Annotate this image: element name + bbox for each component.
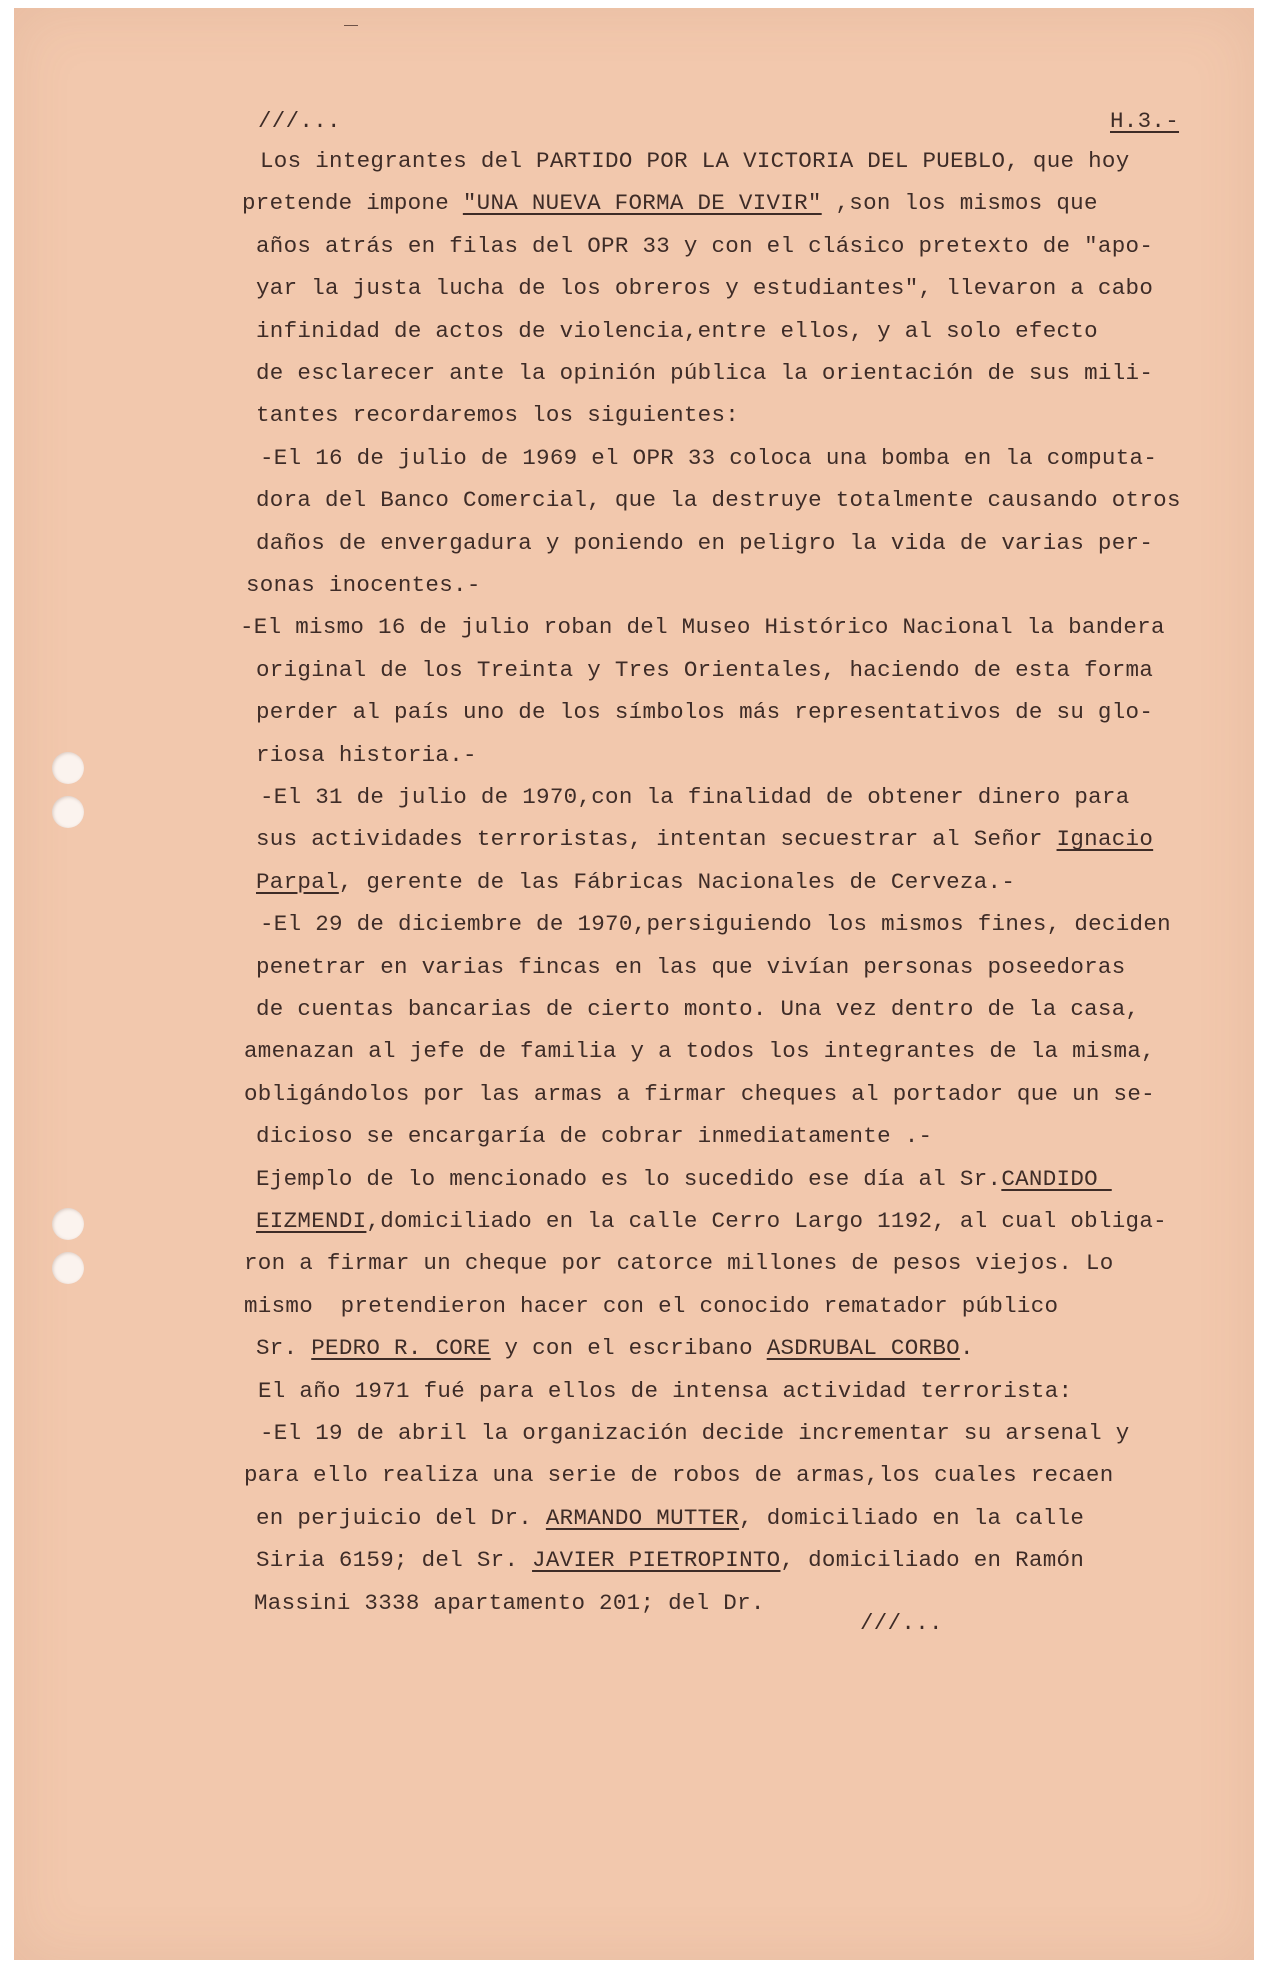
text-segment: en perjuicio del Dr. (256, 1504, 546, 1531)
header-continuation: ///... (258, 108, 341, 134)
body-line: amenazan al jefe de familia y a todos los integrantes de la misma, (244, 1038, 1155, 1065)
body-line: -El mismo 16 de julio roban del Museo Histórico Nacional la bandera (240, 614, 1165, 641)
underlined-text: ARMANDO MUTTER (545, 1504, 740, 1531)
body-line (256, 1547, 1084, 1573)
underlined-text: EIZMENDI (256, 1208, 367, 1234)
text-segment: pretende impone (242, 190, 463, 217)
body-line: años atrás en filas del OPR 33 y con el clásico pretexto de "apo- (256, 232, 1154, 259)
text-segment: , domiciliado en Ramón (780, 1547, 1085, 1574)
body-line: El año 1971 fué para ellos de intensa actividad terrorista: (258, 1377, 1073, 1404)
text-segment: Siria 6159; del Sr. (256, 1547, 533, 1574)
body-line (242, 190, 1098, 216)
body-line: Massini 3338 apartamento 201; del Dr. (254, 1589, 765, 1616)
body-line: Los integrantes del PARTIDO POR LA VICTORIA DEL PUEBLO, que hoy (260, 148, 1130, 174)
binder-hole (52, 1208, 84, 1240)
text-segment: ,son los mismos que (821, 190, 1098, 217)
body-line (256, 869, 1015, 895)
text-segment: y con el escribano (490, 1335, 767, 1362)
body-line: obligándolos por las armas a firmar cheques al portador que un se- (244, 1080, 1155, 1107)
body-line: dicioso se encargaría de cobrar inmediatamente .- (256, 1123, 933, 1150)
text-segment: Ejemplo de lo mencionado es lo sucedido ese día al Sr. (256, 1165, 1002, 1192)
footer-continuation: ///... (860, 1610, 943, 1636)
underlined-text: PEDRO R. CORE (311, 1335, 491, 1362)
body-line: mismo pretendieron hacer con el conocido rematador público (244, 1292, 1059, 1319)
document-page (14, 8, 1254, 1960)
body-line: de esclarecer ante la opinión pública la orientación de sus mili- (256, 360, 1154, 386)
body-line: original de los Treinta y Tres Orientales, haciendo de esta forma (256, 656, 1154, 683)
body-line: para ello realiza una serie de robos de armas,los cuales recaen (244, 1462, 1114, 1489)
body-line: yar la justa lucha de los obreros y estudiantes", llevaron a cabo (256, 275, 1154, 302)
body-line: ron a firmar un cheque por catorce millones de pesos viejos. Lo (244, 1250, 1114, 1277)
binder-hole (52, 796, 84, 828)
body-line: dora del Banco Comercial, que la destruye totalmente causando otros (256, 487, 1181, 514)
underlined-text: CANDIDO (1001, 1165, 1112, 1192)
body-line (256, 1505, 1084, 1531)
text-segment: Sr. (256, 1335, 312, 1362)
binder-hole (52, 752, 84, 784)
pencil-mark (344, 25, 358, 26)
body-line: infinidad de actos de violencia,entre ellos, y al solo efecto (256, 317, 1098, 344)
body-line: sonas inocentes.- (246, 572, 481, 598)
underlined-text: "UNA NUEVA FORMA DE VIVIR" (462, 190, 822, 217)
underlined-text: JAVIER PIETROPINTO (532, 1547, 781, 1574)
text-segment: sus actividades terroristas, intentan secuestrar al Señor (256, 826, 1057, 853)
underlined-text: ASDRUBAL CORBO (766, 1335, 960, 1362)
body-line (256, 1335, 974, 1361)
body-line: -El 31 de julio de 1970,con la finalidad de obtener dinero para (260, 784, 1130, 810)
text-segment: , gerente de las Fábricas Nacionales de Cerveza.- (338, 868, 1016, 895)
body-line: -El 19 de abril la organización decide incrementar su arsenal y (260, 1420, 1130, 1446)
body-line (256, 1208, 1167, 1234)
underlined-text: Ignacio (1056, 826, 1154, 853)
text-segment: . (959, 1335, 974, 1362)
body-line: -El 29 de diciembre de 1970,persiguiendo los mismos fines, deciden (260, 911, 1171, 938)
underlined-text: Parpal (256, 868, 339, 895)
body-line (256, 826, 1153, 852)
body-line: de cuentas bancarias de cierto monto. Una vez dentro de la casa, (256, 996, 1140, 1022)
text-segment: , domiciliado en la calle (739, 1504, 1085, 1531)
body-line: tantes recordaremos los siguientes: (256, 402, 740, 429)
body-line: daños de envergadura y poniendo en peligro la vida de varias per- (256, 529, 1154, 556)
page-number: H.3.- (1110, 108, 1180, 134)
body-line (256, 1166, 1112, 1192)
text-segment: ,domiciliado en la calle Cerro Largo 1192, al cual obliga- (366, 1208, 1167, 1234)
body-line: -El 16 de julio de 1969 el OPR 33 coloca una bomba en la computa- (260, 444, 1158, 471)
body-line: perder al país uno de los símbolos más representativos de su glo- (256, 699, 1154, 726)
body-line: penetrar en varias fincas en las que vivían personas poseedoras (256, 953, 1126, 980)
body-line: riosa historia.- (256, 741, 477, 768)
binder-hole (52, 1252, 84, 1284)
